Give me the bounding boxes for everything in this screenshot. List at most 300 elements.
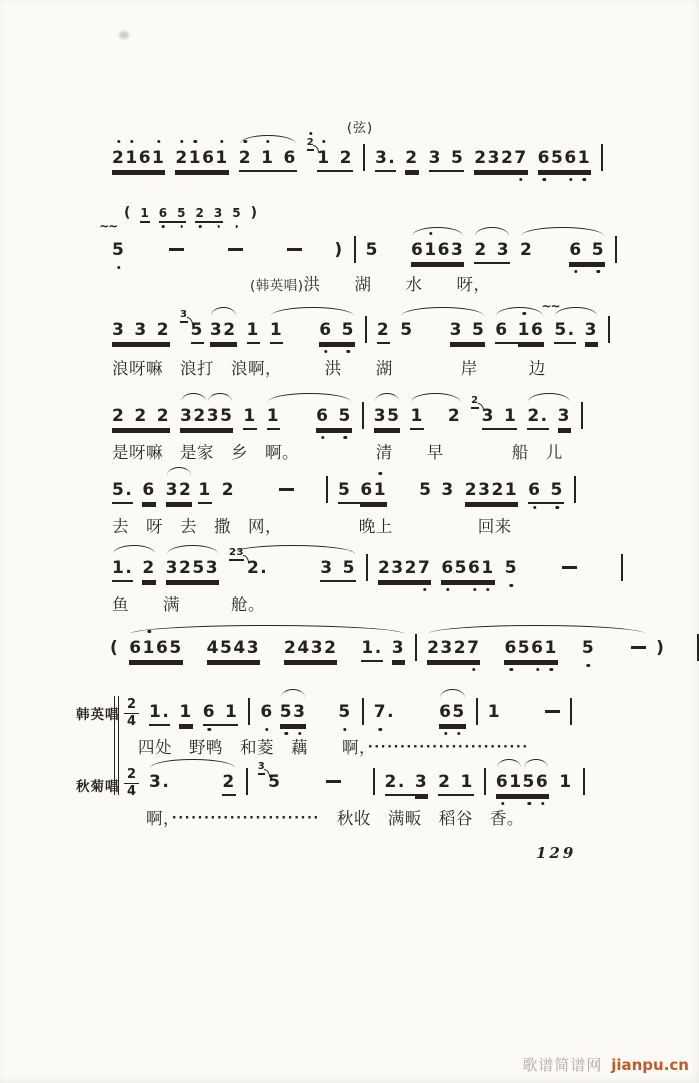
note-digit: 1 — [361, 638, 375, 658]
octave-dot — [583, 178, 586, 181]
note-digit: 6 — [439, 700, 452, 724]
note-digit: 1 — [125, 146, 138, 170]
barline — [365, 316, 367, 343]
held-note-dash — [169, 248, 184, 251]
music-line-s5 — [112, 478, 576, 510]
note-digit: . — [125, 558, 134, 578]
note-digit: 1 — [152, 146, 165, 170]
lyrics-segment: 洪 湖 水 呀， — [303, 275, 491, 294]
note-digit: 3 — [214, 205, 223, 221]
note-token — [166, 478, 193, 502]
lyrics-segment: 四处 野鸭 和菱 藕 啊， — [138, 738, 368, 757]
music-line-s6 — [112, 547, 623, 588]
slur-arc — [497, 759, 522, 768]
octave-dot — [519, 178, 522, 181]
octave-dot — [324, 350, 327, 353]
held-note-dash — [279, 488, 294, 491]
slur-arc — [496, 307, 543, 316]
lyrics-segment: 是呀嘛 是家 乡 啊。 清 早 船 儿 — [112, 443, 563, 462]
note-digit: 2 — [195, 205, 204, 221]
note-digit: 5 — [220, 406, 234, 426]
barline — [484, 768, 486, 795]
note-digit: 3 — [440, 638, 454, 658]
barline — [366, 554, 368, 581]
note-digit — [488, 238, 497, 262]
note-digit: 5 — [550, 478, 563, 502]
time-signature — [124, 698, 139, 728]
note-token — [229, 547, 269, 580]
note-digit: . — [260, 558, 269, 578]
note-token — [284, 636, 337, 660]
note-token — [239, 146, 297, 170]
note-digit — [205, 205, 214, 221]
note-digit: 6 — [441, 556, 454, 580]
note-token — [195, 205, 223, 225]
music-line-s2 — [99, 205, 617, 270]
note-digit: 5 — [592, 238, 605, 262]
note-digit: 3 — [310, 638, 325, 658]
lyrics-segment: ························· — [367, 740, 529, 755]
note-digit: 5 — [471, 320, 486, 340]
note-digit: 1 — [559, 772, 573, 792]
note-digit: 5 — [505, 556, 518, 580]
note-token — [541, 299, 598, 342]
parenthesis: ) — [250, 205, 258, 221]
note-digit: 5 — [112, 238, 125, 262]
octave-dot — [587, 664, 590, 667]
note-digit — [148, 404, 157, 428]
note-digit: 3 — [391, 638, 406, 658]
note-digit: 5 — [387, 406, 401, 426]
note-token — [495, 318, 544, 342]
system-bracket — [114, 696, 119, 795]
strings-annotation: (弦) — [346, 121, 374, 136]
note-token — [385, 770, 429, 794]
octave-dot — [117, 140, 120, 143]
note-digit: 2 — [376, 320, 391, 340]
octave-dot — [117, 266, 120, 269]
note-digit: 1 — [487, 702, 502, 722]
note-digit: 6 — [536, 770, 549, 794]
note-digit: 2 — [134, 406, 148, 426]
parenthesis: ) — [656, 638, 666, 658]
note-token — [320, 556, 356, 580]
note-token — [496, 770, 549, 794]
note-digit: 5 — [280, 700, 293, 724]
note-digit: . — [540, 406, 549, 426]
note-token — [366, 238, 379, 262]
note-digit: 5 — [177, 205, 186, 221]
note-token — [569, 238, 605, 262]
note-digit: 6 — [495, 320, 509, 340]
note-token — [504, 636, 557, 660]
note-token — [441, 556, 494, 580]
note-digit: 6 — [569, 238, 582, 262]
note-digit: 6 — [159, 205, 168, 221]
octave-dot — [199, 225, 202, 228]
note-token — [582, 636, 595, 660]
barline — [581, 402, 583, 429]
held-note-dash — [287, 248, 302, 251]
held-note-dash — [562, 566, 577, 569]
barline — [570, 698, 572, 725]
note-digit — [133, 556, 142, 580]
note-token — [180, 309, 204, 342]
octave-dot — [130, 140, 133, 143]
lyrics-line — [250, 271, 491, 295]
note-token — [419, 478, 455, 502]
note-digit: 3 — [320, 558, 334, 578]
octave-dot — [541, 802, 544, 805]
note-digit: 1 — [481, 556, 494, 580]
note-digit: 3 — [496, 240, 511, 260]
octave-dot — [509, 668, 512, 671]
time-numerator: 2 — [124, 698, 139, 714]
lyrics-segment: (韩英唱) — [250, 278, 304, 294]
note-digit: 6 — [504, 636, 517, 660]
lyrics-line — [112, 513, 512, 537]
note-digit — [541, 478, 550, 502]
note-digit: 2 — [221, 480, 236, 500]
note-digit: 2 — [404, 558, 418, 578]
barline — [415, 634, 417, 661]
note-digit: 6 — [360, 480, 374, 500]
lyrics-segment: 浪呀嘛 浪打 浪啊， 洪 湖 岸 边 — [112, 359, 546, 378]
note-digit: . — [387, 702, 396, 722]
note-digit: 6 — [528, 478, 541, 502]
note-token — [232, 205, 241, 225]
barline — [608, 316, 610, 343]
note-digit: 3 — [205, 558, 220, 578]
note-token — [112, 404, 170, 428]
barline — [362, 698, 364, 725]
tremolo-mark: ∼∼ — [541, 299, 560, 313]
note-digit: 1 — [243, 406, 257, 426]
slur-arc — [181, 393, 206, 402]
note-digit: 5 — [452, 700, 465, 724]
slur-arc — [528, 393, 570, 402]
note-group — [267, 404, 352, 428]
note-token — [465, 478, 518, 502]
note-digit: 7 — [514, 146, 527, 170]
time-signature — [124, 768, 139, 798]
held-note-dash — [631, 646, 646, 649]
note-digit: 3 — [165, 480, 179, 500]
note-token — [112, 146, 165, 170]
note-token — [520, 238, 533, 262]
slur-arc — [521, 227, 604, 236]
note-digit: 5 — [190, 320, 204, 340]
note-digit: 1 — [225, 702, 239, 722]
lyrics-segment: 去 呀 去 撒 网， 晚上 回来 — [112, 517, 512, 536]
note-digit: 5 — [192, 558, 206, 578]
octave-dot — [194, 140, 197, 143]
note-digit: 1 — [112, 558, 126, 578]
note-digit: 2 — [405, 148, 419, 168]
note-digit — [442, 146, 451, 170]
note-digit: . — [162, 772, 171, 792]
note-token — [198, 478, 211, 502]
note-digit: 6 — [316, 404, 329, 428]
note-digit: 6 — [283, 148, 297, 168]
note-digit: 1 — [246, 320, 260, 340]
note-digit: 5 — [342, 318, 355, 342]
note-group — [129, 636, 405, 660]
note-token — [203, 700, 239, 724]
note-digit: 6 — [410, 240, 425, 260]
note-digit: 3 — [557, 406, 571, 426]
note-token — [505, 556, 518, 580]
note-token — [166, 556, 219, 580]
note-digit: 2 — [223, 320, 237, 340]
slur-arc — [428, 625, 645, 634]
watermark — [522, 1054, 689, 1075]
lyrics-line — [112, 591, 265, 615]
grace-note: 3 — [180, 309, 188, 320]
barline — [362, 402, 364, 429]
slur-arc — [167, 467, 192, 476]
note-digit: 3 — [293, 700, 306, 724]
note-digit: 3 — [374, 148, 389, 168]
note-group — [260, 700, 306, 724]
time-numerator: 2 — [124, 768, 139, 784]
note-digit — [125, 318, 134, 342]
slur-arc — [555, 307, 597, 316]
slur-arc — [271, 307, 354, 316]
slur-arc — [150, 759, 235, 768]
note-token — [149, 700, 193, 724]
note-digit: 2 — [384, 772, 398, 792]
note-digit — [576, 318, 585, 342]
slur-arc — [401, 307, 484, 316]
slur-arc — [375, 393, 400, 402]
octave-dot — [423, 588, 426, 591]
note-token — [270, 318, 283, 342]
note-digit: 3 — [165, 558, 179, 578]
note-token — [280, 700, 307, 724]
note-digit: 1 — [374, 478, 387, 502]
note-digit: 3 — [451, 240, 465, 260]
note-group — [149, 770, 236, 794]
slur-arc — [524, 759, 549, 768]
note-digit: 5 — [419, 480, 433, 500]
note-digit: 7 — [418, 556, 431, 580]
lyrics-segment: 鱼 满 舱。 — [112, 595, 265, 614]
note-digit: 5 — [365, 240, 379, 260]
note-token — [316, 404, 352, 428]
barline — [326, 476, 328, 503]
octave-dot — [574, 270, 577, 273]
music-line-s4 — [112, 395, 583, 436]
note-token — [222, 478, 235, 502]
note-group — [410, 404, 461, 428]
note-digit: 2 — [222, 772, 236, 792]
octave-dot — [379, 472, 382, 475]
note-digit: 4 — [233, 638, 247, 658]
note-digit: 1 — [149, 702, 163, 722]
lyrics-line — [146, 805, 524, 829]
note-digit: 6 — [203, 700, 216, 724]
octave-dot — [569, 178, 572, 181]
note-digit: 1 — [269, 320, 284, 340]
note-digit: 1 — [215, 146, 228, 170]
note-digit: 5 — [112, 480, 126, 500]
note-digit: 1 — [509, 772, 523, 792]
note-digit: 3 — [584, 320, 598, 340]
music-line-s7 — [110, 636, 699, 668]
note-digit: 4 — [297, 638, 311, 658]
scan-smudge — [119, 31, 129, 39]
note-token — [267, 404, 280, 428]
note-token — [319, 318, 355, 342]
note-token — [448, 404, 461, 428]
octave-dot — [217, 225, 220, 228]
note-digit: 2 — [112, 146, 125, 170]
parenthesis: ( — [110, 638, 120, 658]
note-digit: 5 — [342, 558, 356, 578]
note-digit: 2 — [179, 480, 193, 500]
note-digit: 2 — [527, 406, 541, 426]
note-digit: . — [162, 702, 171, 722]
note-digit: 6 — [530, 320, 545, 340]
note-digit: . — [397, 772, 406, 792]
note-digit: 2 — [491, 480, 505, 500]
note-digit — [509, 318, 518, 342]
note-digit: 1 — [179, 702, 193, 722]
note-digit: 5 — [268, 772, 282, 792]
slur-arc — [208, 393, 233, 402]
slur-arc — [113, 545, 155, 554]
octave-dot — [322, 140, 325, 143]
note-digit: 6 — [564, 146, 577, 170]
slur-arc — [211, 307, 236, 316]
held-note-dash — [545, 710, 560, 713]
octave-dot — [543, 178, 546, 181]
page-number: 129 — [536, 844, 577, 862]
note-digit — [452, 770, 461, 794]
note-digit: 1 — [503, 406, 518, 426]
slur-arc — [281, 689, 306, 698]
note-digit: 2 — [520, 240, 534, 260]
note-digit: . — [388, 148, 397, 168]
lyrics-line — [112, 439, 563, 463]
note-digit: 5 — [517, 638, 532, 658]
octave-dot — [555, 506, 558, 509]
watermark-domain: jianpu.cn — [611, 1056, 689, 1074]
note-digit: 2 — [474, 240, 488, 260]
note-digit — [583, 238, 592, 262]
note-token — [180, 404, 233, 428]
note-digit: 1 — [140, 206, 150, 220]
note-digit: . — [567, 320, 576, 340]
octave-dot — [220, 140, 223, 143]
note-digit: 6 — [496, 770, 509, 794]
note-digit: 6 — [260, 700, 273, 724]
note-digit: 5 — [220, 638, 234, 658]
music-line-s9 — [124, 761, 585, 802]
note-group — [229, 547, 356, 580]
note-digit: . — [374, 638, 383, 658]
note-digit: 2 — [427, 638, 441, 658]
note-digit — [396, 146, 405, 170]
barline — [601, 144, 603, 171]
note-digit: 5 — [523, 770, 536, 794]
grace-note: 23 — [229, 547, 244, 558]
note-digit: 1 — [518, 318, 531, 342]
grace-note: 3 — [257, 761, 266, 772]
note-digit: 3 — [206, 406, 221, 426]
octave-dot — [379, 728, 382, 731]
note-token — [474, 238, 510, 262]
note-digit — [329, 404, 338, 428]
note-group — [520, 238, 605, 262]
note-group — [400, 318, 485, 342]
music-line-s3 — [112, 299, 610, 350]
note-digit: 2 — [156, 320, 171, 340]
note-token — [375, 146, 419, 170]
octave-dot — [265, 728, 268, 731]
note-digit: 1 — [189, 146, 202, 170]
note-digit: 2 — [447, 406, 462, 426]
note-digit: 6 — [155, 638, 170, 658]
slur-arc — [411, 393, 460, 402]
note-digit: 3 — [209, 320, 224, 340]
note-digit: 6 — [468, 556, 481, 580]
octave-dot — [510, 584, 513, 587]
barline — [583, 768, 585, 795]
note-digit: 2 — [284, 638, 298, 658]
note-digit: 7 — [374, 700, 387, 724]
note-digit: 6 — [538, 146, 551, 170]
note-digit: 2 — [377, 558, 392, 578]
note-digit: 6 — [531, 636, 544, 660]
note-digit: 5 — [338, 404, 351, 428]
time-denominator: 4 — [127, 784, 137, 799]
note-token — [306, 137, 353, 170]
octave-dot — [597, 270, 600, 273]
note-digit: 2 — [453, 638, 468, 658]
note-token — [175, 146, 228, 170]
note-group — [270, 318, 355, 342]
singer-label: 韩英唱 — [76, 707, 120, 723]
note-digit: 1 — [504, 480, 519, 500]
note-digit — [333, 318, 342, 342]
note-digit: 6 — [437, 240, 451, 260]
octave-dot — [347, 350, 350, 353]
note-token — [527, 404, 571, 428]
note-digit: 3 — [391, 558, 405, 578]
grace-note: 2 — [307, 137, 314, 149]
note-token — [429, 146, 465, 170]
lyrics-segment: ······················· — [171, 811, 320, 826]
note-digit: 5 — [169, 638, 183, 658]
note-digit: 3 — [428, 148, 442, 168]
note-digit: 5 — [450, 148, 465, 168]
note-digit — [463, 318, 472, 342]
note-digit: 3 — [246, 638, 261, 658]
note-digit — [334, 556, 343, 580]
note-digit — [351, 478, 360, 502]
note-digit: 2 — [239, 146, 252, 170]
note-group — [166, 478, 212, 502]
tremolo-mark: ∼∼ — [99, 219, 118, 233]
barline — [574, 476, 576, 503]
note-digit: 3 — [478, 480, 492, 500]
octave-dot — [343, 728, 346, 731]
octave-dot — [486, 588, 489, 591]
grace-note: 2 — [471, 395, 479, 406]
slur-arc — [475, 227, 509, 236]
